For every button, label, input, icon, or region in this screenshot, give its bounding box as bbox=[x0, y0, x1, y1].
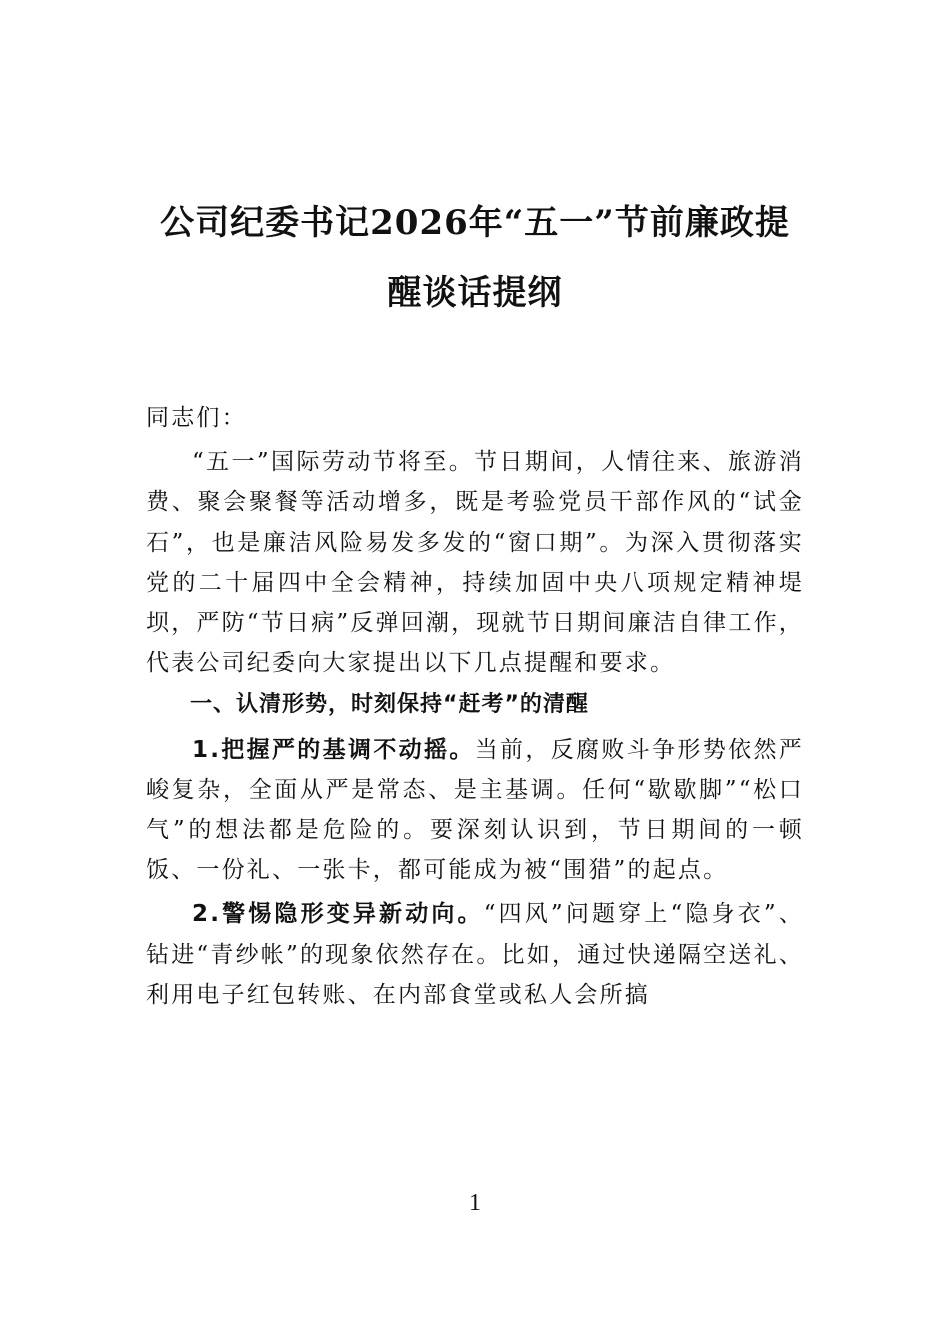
point-2-paragraph bbox=[146, 894, 804, 1015]
point-1-lead: 1.把握严的基调不动摇。 bbox=[192, 736, 475, 763]
document-title bbox=[120, 188, 830, 328]
salutation: 同志们： bbox=[146, 405, 247, 431]
page-number: 1 bbox=[469, 1190, 481, 1216]
title-line-2: 醒谈话提纲 bbox=[387, 273, 563, 313]
section-heading-1: 一、认清形势，时刻保持“赶考”的清醒 bbox=[190, 692, 589, 718]
point-2-lead: 2.警惕隐形变异新动向。 bbox=[192, 901, 484, 928]
title-line-1: 公司纪委书记2026年“五一”节前廉政提 bbox=[160, 203, 790, 243]
point-2-text: “四风”问题穿上“隐身衣”、钻进“青纱帐”的现象依然存在。比如，通过快递隔空送礼、利用电子红包转账、在内部食堂或私人会所搞 bbox=[146, 901, 804, 1008]
intro-paragraph: “五一”国际劳动节将至。节日期间，人情往来、旅游消费、聚会聚餐等活动增多，既是考验党员干部作风的“试金石”，也是廉洁风险易发多发的“窗口期”。为深入贯彻落实党的二十届四中全会精神，持续加固中央八项规定精神堤坝，严防“节日病”反弹回潮，现就节日期间廉洁自律工作，代表公司纪委向大家提出以下几点提醒和要求。 bbox=[146, 449, 804, 677]
document-body bbox=[146, 398, 804, 1019]
point-1-paragraph bbox=[146, 730, 804, 891]
point-1-text: 当前，反腐败斗争形势依然严峻复杂，全面从严是常态、是主基调。任何“歇歇脚”“松口气”的想法都是危险的。要深刻认识到，节日期间的一顿饭、一份礼、一张卡，都可能成为被“围猎”的起点。 bbox=[146, 736, 804, 884]
